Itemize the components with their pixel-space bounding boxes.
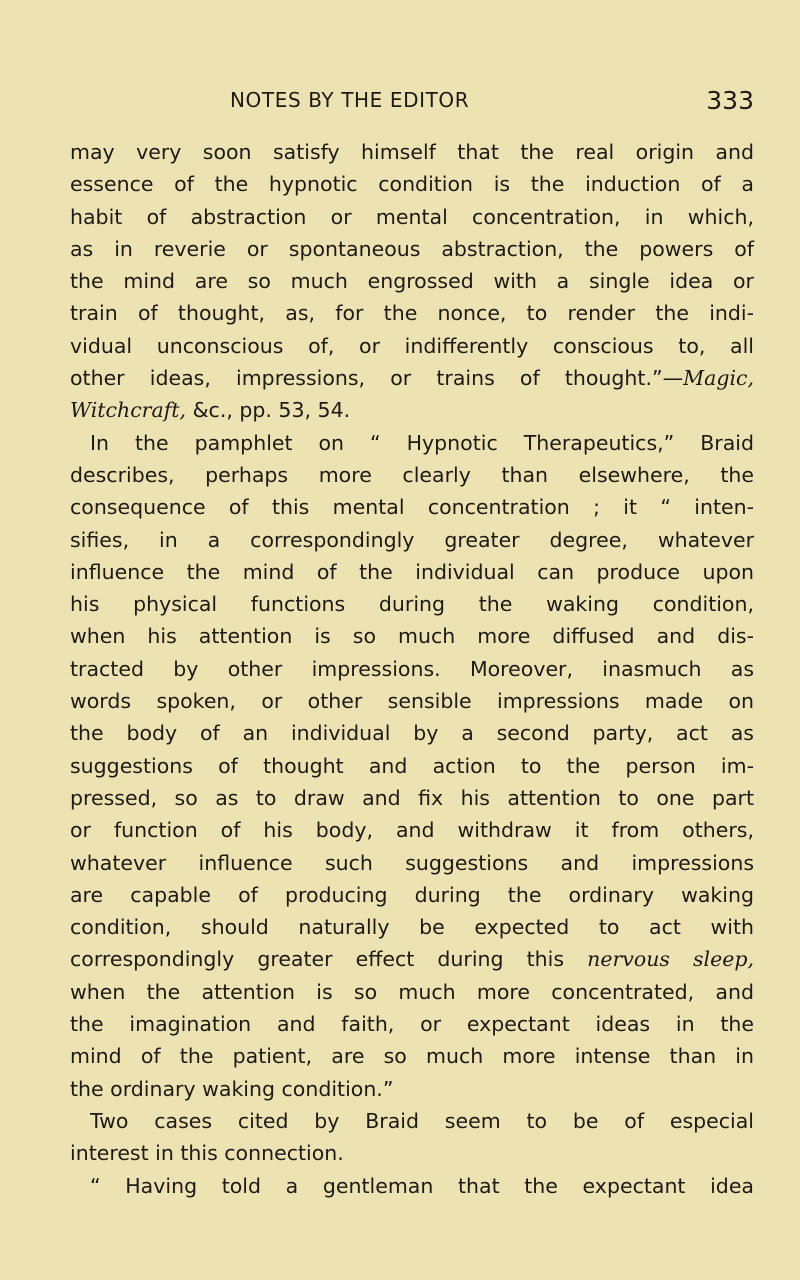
- text-line: [70, 1105, 754, 1137]
- text-line: [70, 1170, 754, 1202]
- text-line: [70, 1137, 754, 1169]
- text-line: [70, 459, 754, 491]
- text-line: [70, 524, 754, 556]
- line-text: the body of an individual by a second party, act as: [70, 721, 754, 746]
- text-line: [70, 717, 754, 749]
- line-text: or function of his body, and withdraw it from others,: [70, 818, 754, 843]
- line-text: describes, perhaps more clearly than elsewhere, the: [70, 462, 754, 487]
- italic-text: nervous sleep,: [587, 947, 755, 972]
- line-text: suggestions of thought and action to the person im-: [70, 753, 754, 778]
- line-text-tail: &c., pp. 53, 54.: [186, 398, 351, 423]
- line-text: tracted by other impressions. Moreover, inasmuch as: [70, 656, 754, 681]
- line-text: consequence of this mental concentration ; it “ inten-: [70, 495, 754, 520]
- text-line: [70, 362, 754, 394]
- running-head: [70, 86, 754, 122]
- line-text: sifies, in a correspondingly greater degree, whatever: [70, 527, 754, 552]
- text-line: [70, 588, 754, 620]
- italic-text: Magic,: [683, 366, 754, 391]
- text-line: [70, 168, 754, 200]
- running-head-title: NOTES BY THE EDITOR: [230, 88, 470, 112]
- line-text: the mind are so much engrossed with a single idea or: [70, 269, 754, 294]
- text-line: [70, 911, 754, 943]
- line-text: whatever influence such suggestions and impressions: [70, 850, 754, 875]
- line-text: when the attention is so much more concentrated, and: [70, 979, 754, 1004]
- text-line: [70, 136, 754, 168]
- line-text: the ordinary waking condition.”: [70, 1076, 394, 1101]
- line-text: “ Having told a gentleman that the expectant idea: [90, 1173, 754, 1198]
- text-line: [70, 653, 754, 685]
- line-text: essence of the hypnotic condition is the induction of a: [70, 172, 754, 197]
- text-line: [70, 620, 754, 652]
- line-text: influence the mind of the individual can produce upon: [70, 559, 754, 584]
- line-text: his physical functions during the waking condition,: [70, 592, 754, 617]
- line-text: other ideas, impressions, or trains of thought.”—: [70, 366, 684, 391]
- text-line: [70, 879, 754, 911]
- line-text: may very soon satisfy himself that the real origin and: [70, 140, 754, 164]
- text-line: [70, 233, 754, 265]
- text-line: [70, 394, 754, 426]
- line-text: mind of the patient, are so much more intense than in: [70, 1044, 754, 1069]
- text-line: [70, 330, 754, 362]
- text-line: [70, 201, 754, 233]
- line-text: vidual unconscious of, or indifferently conscious to, all: [70, 333, 754, 358]
- line-text: In the pamphlet on “ Hypnotic Therapeutics,” Braid: [90, 430, 754, 455]
- text-line: [70, 491, 754, 523]
- text-line: [70, 265, 754, 297]
- line-text: pressed, so as to draw and fix his attention to one part: [70, 785, 754, 810]
- line-text: condition, should naturally be expected to act with: [70, 915, 754, 940]
- text-line: [70, 976, 754, 1008]
- text-line: [70, 1073, 754, 1105]
- line-text: as in reverie or spontaneous abstraction, the powers of: [70, 236, 754, 261]
- text-line: [70, 685, 754, 717]
- body-text: [70, 136, 754, 1202]
- text-line: [70, 943, 754, 975]
- line-text: words spoken, or other sensible impressions made on: [70, 689, 754, 714]
- text-line: [70, 1008, 754, 1040]
- line-text: correspondingly greater effect during this: [70, 947, 588, 972]
- line-text: train of thought, as, for the nonce, to render the indi-: [70, 301, 754, 326]
- line-text: interest in this connection.: [70, 1141, 344, 1166]
- text-line: [70, 847, 754, 879]
- text-line: [70, 297, 754, 329]
- line-text: are capable of producing during the ordinary waking: [70, 882, 754, 907]
- text-line: [70, 1040, 754, 1072]
- text-line: [70, 556, 754, 588]
- text-line: [70, 750, 754, 782]
- line-text: Two cases cited by Braid seem to be of especial: [90, 1108, 754, 1133]
- line-text: the imagination and faith, or expectant ideas in the: [70, 1012, 754, 1037]
- text-line: [70, 427, 754, 459]
- text-line: [70, 782, 754, 814]
- page-number: 333: [706, 86, 754, 115]
- italic-text: Witchcraft,: [70, 398, 187, 423]
- line-text: habit of abstraction or mental concentration, in which,: [70, 204, 754, 229]
- text-line: [70, 814, 754, 846]
- line-text: when his attention is so much more diffused and dis-: [70, 624, 754, 649]
